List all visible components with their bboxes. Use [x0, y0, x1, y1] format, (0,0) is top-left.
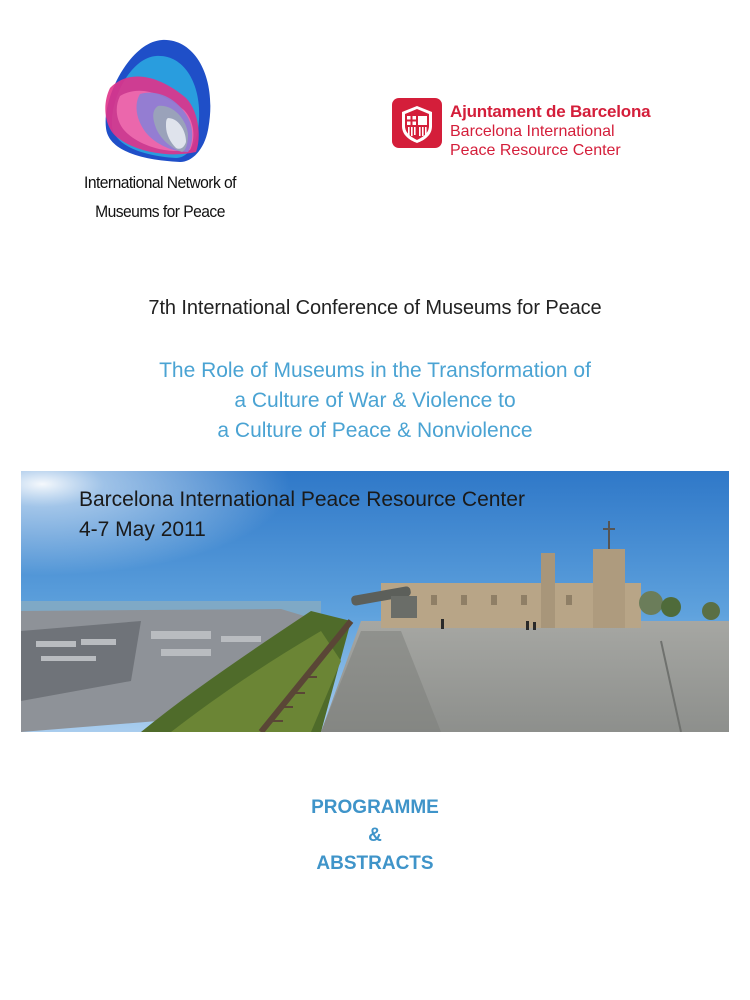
banner-dates: 4-7 May 2011 — [79, 518, 206, 541]
barcelona-logo-text — [450, 102, 650, 160]
barcelona-logo — [392, 98, 692, 158]
theme-line2: a Culture of War & Violence to — [234, 389, 516, 412]
barcelona-logo-line1: Ajuntament de Barcelona — [450, 102, 651, 121]
banner-venue: Barcelona International Peace Resource Center — [79, 488, 525, 511]
closing-line2: & — [368, 825, 382, 846]
inmp-logo — [70, 38, 250, 228]
barcelona-emblem-icon — [392, 98, 442, 148]
banner-text — [79, 485, 525, 545]
inmp-name-line2: Museums for Peace — [95, 202, 225, 221]
inmp-name-line1: International Network of — [84, 173, 236, 192]
closing-line3: ABSTRACTS — [316, 853, 434, 874]
theme-line1: The Role of Museums in the Transformation of — [159, 359, 591, 382]
conference-theme — [0, 356, 750, 446]
inmp-name — [77, 168, 243, 226]
barcelona-logo-line3: Peace Resource Center — [450, 142, 621, 159]
closing-line1: PROGRAMME — [311, 797, 439, 818]
theme-line3: a Culture of Peace & Nonviolence — [217, 419, 533, 442]
programme-abstracts-heading — [0, 794, 750, 878]
panorama-banner — [21, 471, 729, 732]
inmp-logo-icon — [100, 38, 220, 163]
barcelona-logo-line2: Barcelona International — [450, 123, 615, 140]
conference-title: 7th International Conference of Museums for Peace — [148, 297, 602, 319]
